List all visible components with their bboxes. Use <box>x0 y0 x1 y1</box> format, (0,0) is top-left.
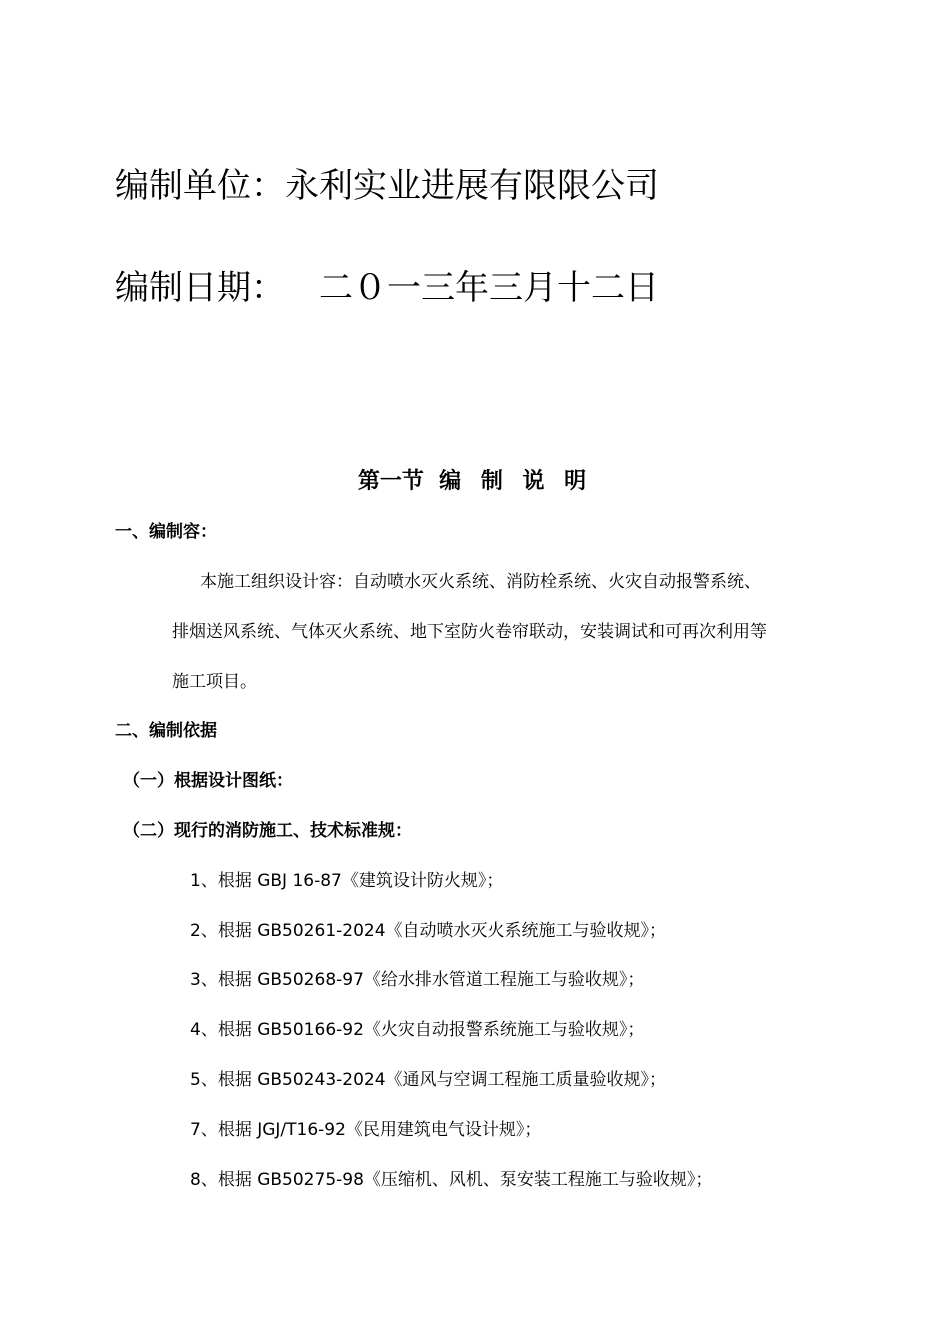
content-heading: 一、编制容： <box>115 522 217 542</box>
basis-subheading-design-drawings: （一）根据设计图纸： <box>123 771 293 791</box>
content-paragraph-line-3: 施工项目。 <box>172 672 257 692</box>
content-paragraph-line-1: 本施工组织设计容：自动喷水灭火系统、消防栓系统、火灾自动报警系统、 <box>200 572 761 592</box>
content-paragraph-line-2: 排烟送风系统、气体灭火系统、地下室防火卷帘联动，安装调试和可再次利用等 <box>172 622 767 642</box>
cover-unit-label: 编制单位： <box>115 166 285 206</box>
section-name: 编 制 说 明 <box>439 469 593 494</box>
reference-item: 1、根据 GBJ 16-87《建筑设计防火规》； <box>190 871 504 891</box>
cover-unit-value: 永利实业进展有限限公司 <box>285 166 659 206</box>
basis-subheading-standards: （二）现行的消防施工、技术标准规： <box>123 821 412 841</box>
reference-item: 8、根据 GB50275-98《压缩机、风机、泵安装工程施工与验收规》； <box>190 1170 713 1190</box>
basis-heading: 二、编制依据 <box>115 721 217 741</box>
reference-item: 2、根据 GB50261-2024《自动喷水灭火系统施工与验收规》； <box>190 921 667 941</box>
reference-item: 3、根据 GB50268-97《给水排水管道工程施工与验收规》； <box>190 970 645 990</box>
section-title <box>0 464 950 495</box>
reference-item: 7、根据 JGJ/T16-92《民用建筑电气设计规》； <box>190 1120 542 1140</box>
cover-date-value: 二０一三年三月十二日 <box>319 268 659 308</box>
cover-date-line <box>115 260 659 309</box>
section-number: 第一节 <box>357 469 424 494</box>
cover-unit-line <box>115 158 659 207</box>
reference-item: 5、根据 GB50243-2024《通风与空调工程施工质量验收规》； <box>190 1070 667 1090</box>
cover-date-label: 编制日期： <box>115 268 285 308</box>
reference-item: 4、根据 GB50166-92《火灾自动报警系统施工与验收规》； <box>190 1020 645 1040</box>
